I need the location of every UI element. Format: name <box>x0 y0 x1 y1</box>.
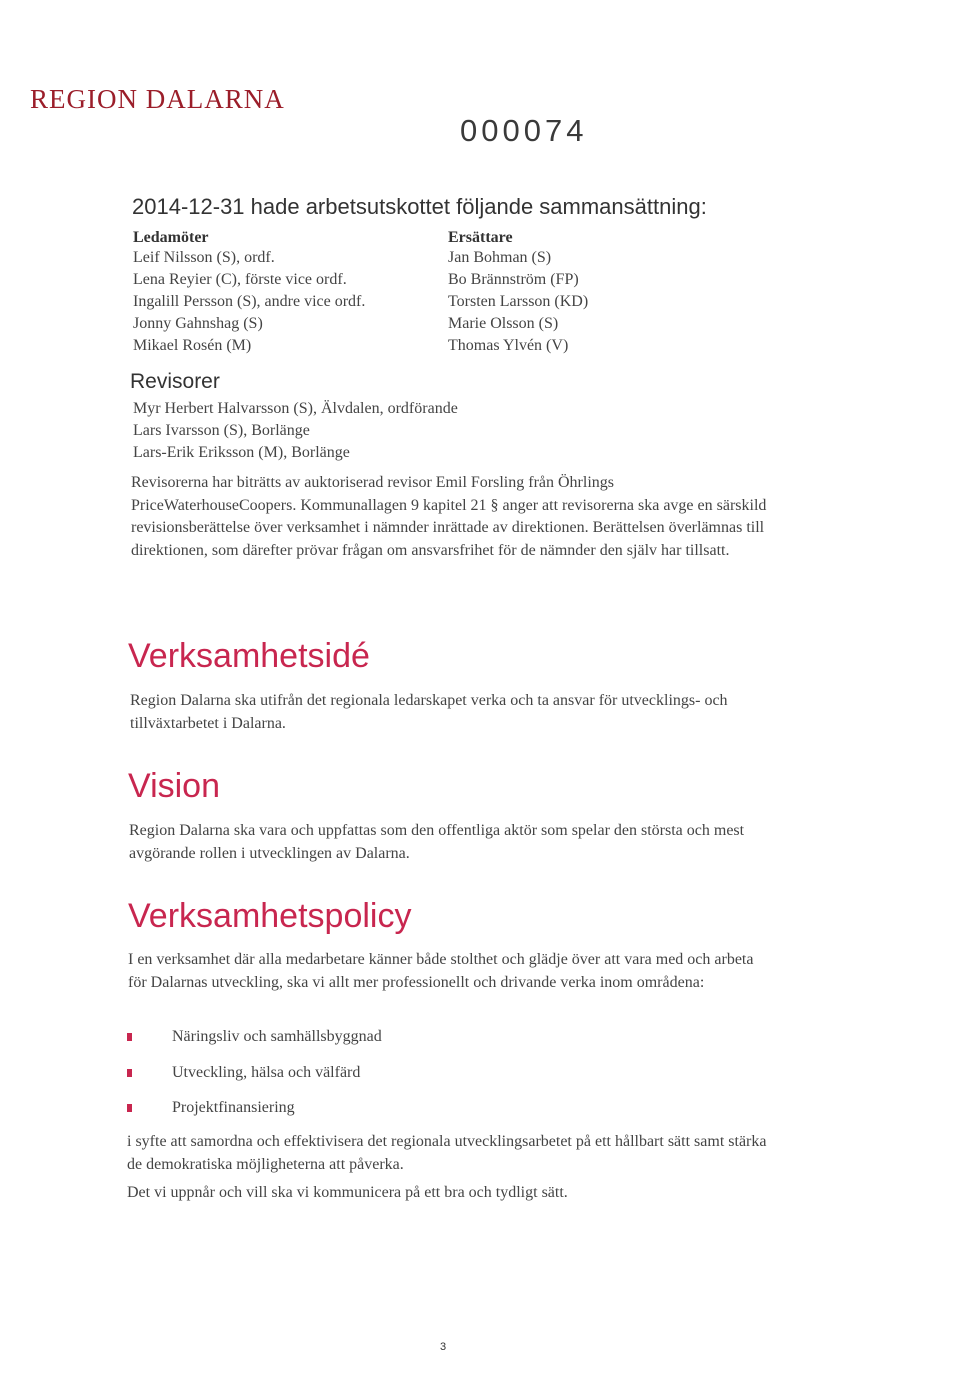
page-number: 3 <box>440 1341 447 1353</box>
region-dalarna-logo: REGION DALARNA <box>30 84 285 114</box>
substitute-item: Marie Olsson (S) <box>448 315 559 332</box>
member-item: Leif Nilsson (S), ordf. <box>133 249 275 266</box>
substitute-item: Thomas Ylvén (V) <box>448 337 569 354</box>
bullet-square-icon <box>127 1104 132 1112</box>
document-number: 000074 <box>460 113 588 148</box>
vision-text: Region Dalarna ska vara och uppfattas som den offentliga aktör som spelar den största och mest avgörande rollen i utvecklingen av Dalarna. <box>129 822 745 862</box>
substitutes-list <box>448 247 588 357</box>
substitute-item: Jan Bohman (S) <box>448 249 552 266</box>
verksamhetside-heading: Verksamhetsidé <box>128 637 370 675</box>
member-item: Jonny Gahnshag (S) <box>133 315 263 332</box>
policy-area-label: Projektfinansiering <box>172 1099 295 1116</box>
members-list <box>133 247 365 357</box>
verksamhetspolicy-purpose: i syfte att samordna och effektivisera det regionala utvecklingsarbetet på ett hållbart sätt samt stärka de demokratiska möjligheterna att påverka. <box>127 1133 767 1173</box>
arbetsutskott-heading: 2014-12-31 hade arbetsutskottet följande sammansättning: <box>132 194 707 219</box>
auditors-list <box>133 398 458 464</box>
auditor-item: Myr Herbert Halvarsson (S), Älvdalen, ordförande <box>133 400 458 417</box>
substitutes-heading: Ersättare <box>448 229 513 246</box>
member-item: Lena Reyier (C), förste vice ordf. <box>133 271 347 288</box>
substitutes-column <box>448 229 588 357</box>
members-column <box>133 229 365 357</box>
verksamhetspolicy-intro: I en verksamhet där alla medarbetare känner både stolthet och glädje över att vara med och arbeta för Dalarnas utveckling, ska vi allt mer professionellt och drivande verka inom områdena: <box>128 951 754 991</box>
auditor-item: Lars Ivarsson (S), Borlänge <box>133 422 310 439</box>
member-item: Mikael Rosén (M) <box>133 337 252 354</box>
policy-area-label: Näringsliv och samhällsbyggnad <box>172 1028 382 1045</box>
vision-heading: Vision <box>128 767 220 805</box>
verksamhetside-text: Region Dalarna ska utifrån det regionala ledarskapet verka och ta ansvar för utvecklings- och tillväxtarbetet i Dalarna. <box>130 692 728 732</box>
verksamhetspolicy-closing: Det vi uppnår och vill ska vi kommunicera på ett bra och tydligt sätt. <box>127 1184 568 1201</box>
bullet-square-icon <box>127 1033 132 1041</box>
substitute-item: Bo Brännström (FP) <box>448 271 579 288</box>
members-heading: Ledamöter <box>133 229 209 246</box>
revisorer-heading: Revisorer <box>130 370 220 393</box>
revisorer-paragraph: Revisorerna har biträtts av auktoriserad revisor Emil Forsling från Öhrlings PriceWaterhouseCoopers. Kommunallagen 9 kapitel 21 § anger att revisorerna ska avge en särskild revisionsberättelse över verksamhet i nämnder inrättade av direktionen. Berättelsen överlämnas till direktionen, som därefter prövar frågan om ansvarsfrihet för de nämnder den själv har tillsatt. <box>131 474 767 559</box>
policy-area-label: Utveckling, hälsa och välfärd <box>172 1063 361 1081</box>
verksamhetspolicy-heading: Verksamhetspolicy <box>128 897 412 935</box>
bullet-square-icon <box>127 1069 132 1077</box>
member-item: Ingalill Persson (S), andre vice ordf. <box>133 293 366 310</box>
auditor-item: Lars-Erik Eriksson (M), Borlänge <box>133 444 350 461</box>
substitute-item: Torsten Larsson (KD) <box>448 293 589 310</box>
